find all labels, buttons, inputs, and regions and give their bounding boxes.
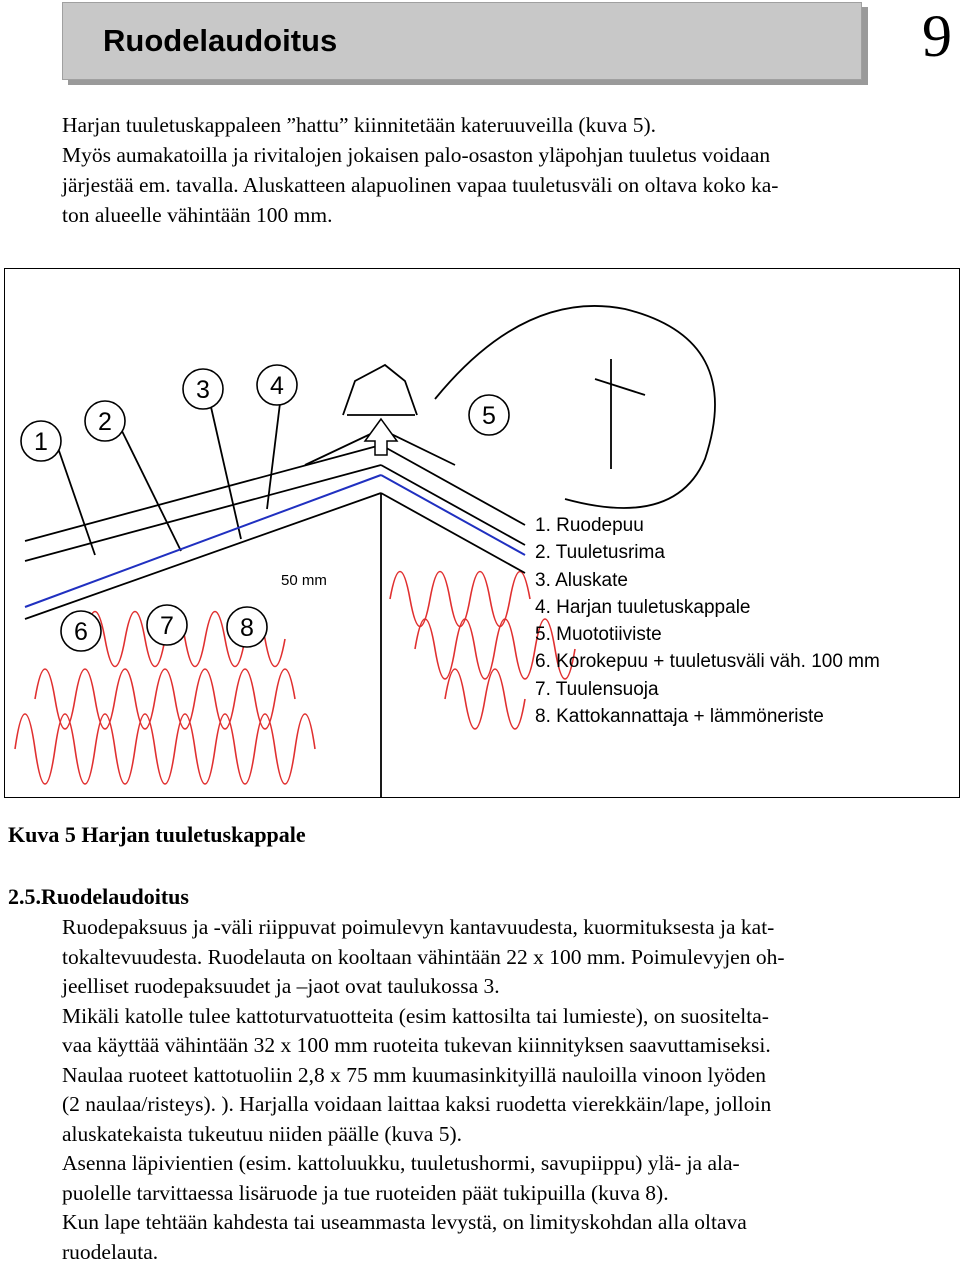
legend-item: 5. Muototiiviste	[535, 621, 880, 648]
callout-label: 1	[34, 428, 48, 456]
legend-item: 3. Aluskate	[535, 567, 880, 594]
body-line: puolelle tarvittaessa lisäruode ja tue ruoteiden päät tukipuilla (kuva 8).	[62, 1179, 942, 1209]
callout-label: 7	[160, 612, 174, 640]
legend-item: 2. Tuuletusrima	[535, 539, 880, 566]
callout-label: 3	[196, 376, 210, 404]
header-banner	[62, 2, 862, 80]
callout-label: 5	[482, 402, 496, 430]
intro-line: Myös aumakatoilla ja rivitalojen jokaisen palo-osaston yläpohjan tuuletus voidaan	[62, 140, 942, 170]
insulation-pattern	[15, 572, 575, 785]
section-body	[62, 913, 942, 1267]
intro-line: ton alueelle vähintään 100 mm.	[62, 200, 942, 230]
body-line: jeelliset ruodepaksuudet ja –jaot ovat taulukossa 3.	[62, 972, 942, 1002]
body-line: (2 naulaa/risteys). ). Harjalla voidaan laittaa kaksi ruodetta vierekkäin/lape, jolloin	[62, 1090, 942, 1120]
body-line: Kun lape tehtään kahdesta tai useammasta levystä, on limityskohdan alla oltava	[62, 1208, 942, 1238]
callout-label: 8	[240, 614, 254, 642]
airflow-arrow	[365, 419, 397, 455]
body-line: tokaltevuudesta. Ruodelauta on kooltaan vähintään 22 x 100 mm. Poimulevyjen oh-	[62, 943, 942, 973]
legend-item: 1. Ruodepuu	[535, 512, 880, 539]
legend-item: 8. Kattokannattaja + lämmöneriste	[535, 703, 880, 730]
body-line: aluskatekaista tukeutuu niiden päälle (kuva 5).	[62, 1120, 942, 1150]
figure-legend	[535, 512, 880, 730]
body-line: Asenna läpivientien (esim. kattoluukku, tuuletushormi, savupiippu) ylä- ja ala-	[62, 1149, 942, 1179]
callout-label: 2	[98, 408, 112, 436]
legend-item: 6. Korokepuu + tuuletusväli väh. 100 mm	[535, 648, 880, 675]
body-line: Naulaa ruoteet kattotuoliin 2,8 x 75 mm kuumasinkityillä nauloilla vinoon lyöden	[62, 1061, 942, 1091]
intro-line: järjestää em. tavalla. Aluskatteen alapuolinen vapaa tuuletusväli on oltava koko ka-	[62, 170, 942, 200]
legend-item: 4. Harjan tuuletuskappale	[535, 594, 880, 621]
body-line: ruodelauta.	[62, 1238, 942, 1267]
legend-item: 7. Tuulensuoja	[535, 676, 880, 703]
section-heading: 2.5.Ruodelaudoitus	[8, 884, 189, 910]
callout-label: 6	[74, 618, 88, 646]
ridge-vent-figure	[4, 268, 960, 798]
figure-caption: Kuva 5 Harjan tuuletuskappale	[8, 822, 306, 848]
page-title: Ruodelaudoitus	[103, 23, 337, 59]
body-line: Ruodepaksuus ja -väli riippuvat poimulevyn kantavuudesta, kuormituksesta ja kat-	[62, 913, 942, 943]
body-line: vaa käyttää vähintään 32 x 100 mm ruoteita tukevan kiinnityksen saavuttamiseksi.	[62, 1031, 942, 1061]
body-line: Mikäli katolle tulee kattoturvatuotteita (esim kattosilta tai lumieste), on suositelta-	[62, 1002, 942, 1032]
intro-line: Harjan tuuletuskappaleen ”hattu” kiinnitetään kateruuveilla (kuva 5).	[62, 110, 942, 140]
callout-circles	[21, 365, 509, 651]
intro-paragraph	[62, 110, 942, 230]
callout-label: 4	[270, 372, 284, 400]
dimension-label: 50 mm	[281, 572, 327, 589]
page-number: 9	[922, 6, 952, 66]
